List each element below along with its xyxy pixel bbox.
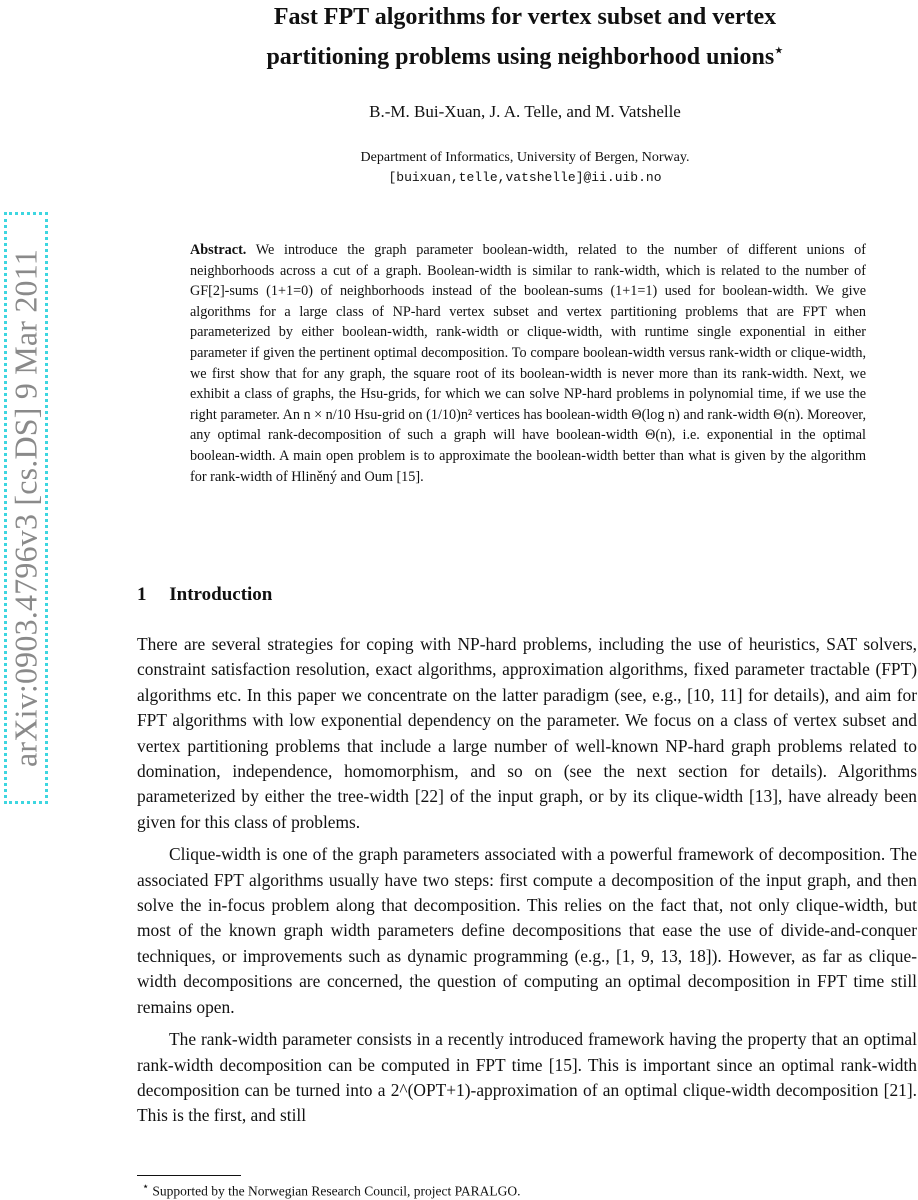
section-title: Introduction: [169, 584, 273, 605]
paragraph-2: Clique-width is one of the graph parameters associated with a powerful framework of decomposition. The associated FPT algorithms usually have two steps: first compute a decomposition of the input graph, and then solve the in-focus problem along that decomposition. This relies on the fact that, not only clique-width, but most of the known graph width parameters define decompositions that ease the use of divide-and-conquer techniques, or improvements such as dynamic programming (e.g., [1, 9, 13, 18]). However, as far as clique-width decompositions are concerned, the question of computing an optimal decomposition in FPT time still remains open.: [137, 844, 917, 1017]
paragraph-3: The rank-width parameter consists in a recently introduced framework having the property that an optimal rank-width decomposition can be computed in FPT time [15]. This is important since an optimal rank-width decomposition can be turned into a 2^(OPT+1)-approximation of an optimal clique-width decomposition [21]. This is the first, and still: [137, 1029, 917, 1126]
title-line-2: partitioning problems using neighborhood unions⋆: [266, 43, 784, 70]
abstract-label: Abstract.: [190, 242, 247, 258]
abstract-text: We introduce the graph parameter boolean-width, related to the number of different unions of neighborhoods across a cut of a graph. Boolean-width is similar to rank-width, which is related to the number of GF[2]-sums (1+1=0) of neighborhoods instead of the boolean-sums (1+1=1) used for boolean-width. We give algorithms for a large class of NP-hard vertex subset and vertex partitioning problems that are FPT when parameterized by either boolean-width, rank-width or clique-width, with runtime single exponential in either parameter if given the pertinent optimal decomposition. To compare boolean-width versus rank-width or clique-width, we first show that for any graph, the square root of its boolean-width is never more than its rank-width. Next, we exhibit a class of graphs, the Hsu-grids, for which we can solve NP-hard problems in polynomial time, if we use the right parameter. An n × n/10 Hsu-grid on (1/10)n² vertices has boolean-width Θ(log n) and rank-width Θ(n). Moreover, any optimal rank-decomposition of such a graph will have boolean-width Θ(n), i.e. exponential in the optimal boolean-width. A main open problem is to approximate the boolean-width better than what is given by the algorithm for rank-width of Hliněný and Oum [15].: [190, 242, 867, 485]
affiliation: Department of Informatics, University of Bergen, Norway.: [360, 150, 690, 165]
section-number: 1: [137, 584, 147, 605]
abstract: [190, 240, 866, 487]
footnote: [142, 1180, 520, 1200]
footnote-text: Supported by the Norwegian Research Council, project PARALGO.: [152, 1183, 521, 1199]
title-footnote-mark: ⋆: [774, 43, 784, 59]
footnote-mark: ⋆: [142, 1181, 150, 1193]
email: [buixuan,telle,vatshelle]@ii.uib.no: [388, 170, 662, 185]
title-line-1: Fast FPT algorithms for vertex subset and vertex: [273, 4, 777, 30]
affiliation-block: [150, 148, 900, 188]
body-text: [137, 632, 917, 1136]
arxiv-stamp: [4, 212, 48, 804]
arxiv-identifier: arXiv:0903.4796v3 [cs.DS] 9 Mar 2011: [7, 249, 44, 767]
section-heading: [137, 584, 272, 606]
footnote-rule: [137, 1175, 241, 1176]
authors: B.-M. Bui-Xuan, J. A. Telle, and M. Vatshelle: [369, 102, 681, 121]
paragraph-1: There are several strategies for coping with NP-hard problems, including the use of heuristics, SAT solvers, constraint satisfaction resolution, exact algorithms, approximation algorithms, fixed parameter tractable (FPT) algorithms etc. In this paper we concentrate on the latter paradigm (see, e.g., [10, 11] for details), and aim for FPT algorithms with low exponential dependency on the parameter. We focus on a class of vertex subset and vertex partitioning problems that include a large number of well-known NP-hard graph problems related to domination, independence, homomorphism, and so on (see the next section for details). Algorithms parameterized by either the tree-width [22] of the input graph, or by its clique-width [13], have already been given for this class of problems.: [137, 634, 917, 832]
paper-title: [150, 0, 900, 74]
